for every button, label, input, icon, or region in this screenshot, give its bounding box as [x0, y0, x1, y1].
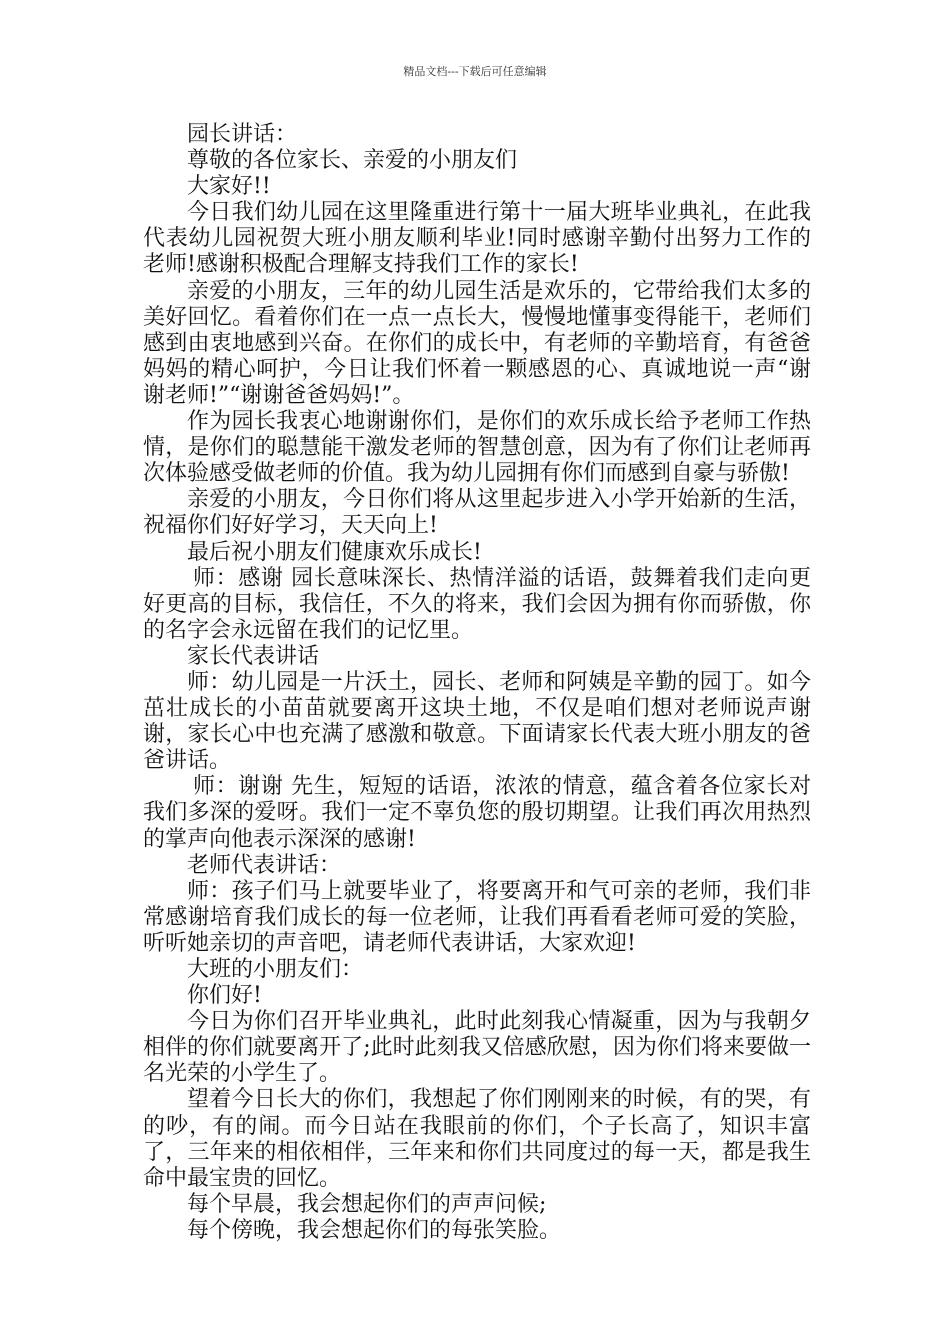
page-header: 精品文档---下载后可任意编辑 — [403, 65, 547, 78]
paragraph: 尊敬的各位家长、亲爱的小朋友们 — [187, 148, 518, 174]
paragraph: 师：谢谢 先生，短短的话语，浓浓的情意，蕴含着各位家长对我们多深的爱呀。我们一定不辜负您的殷切期望。让我们再次用热烈的掌声向他表示深深的感谢! — [143, 774, 811, 852]
paragraph: 你们好! — [187, 983, 262, 1009]
paragraph: 园长讲话： — [187, 122, 298, 147]
paragraph: 大班的小朋友们： — [187, 957, 364, 982]
paragraph: 每个傍晚，我会想起你们的每张笑脸。 — [187, 1217, 562, 1243]
paragraph: 今日我们幼儿园在这里隆重进行第十一届大班毕业典礼，在此我代表幼儿园祝贺大班小朋友顺利毕业!同时感谢辛勤付出努力工作的老师!感谢积极配合理解支持我们工作的家长! — [143, 200, 811, 278]
paragraph: 亲爱的小朋友，今日你们将从这里起步进入小学开始新的生活，祝福你们好好学习，天天向上! — [143, 487, 811, 539]
document-body — [143, 122, 811, 1244]
paragraph: 作为园长我衷心地谢谢你们，是你们的欢乐成长给予老师工作热情，是你们的聪慧能干激发老师的智慧创意，因为有了你们让老师再次体验感受做老师的价值。我为幼儿园拥有你们而感到自豪与骄傲! — [143, 409, 811, 487]
paragraph: 师：幼儿园是一片沃土，园长、老师和阿姨是辛勤的园丁。如今茁壮成长的小苗苗就要离开这块土地，不仅是咱们想对老师说声谢谢，家长心中也充满了感激和敬意。下面请家长代表大班小朋友的爸爸讲话。 — [143, 669, 811, 774]
paragraph: 大家好!! — [187, 174, 271, 200]
paragraph: 家长代表讲话 — [187, 643, 320, 669]
paragraph: 最后祝小朋友们健康欢乐成长! — [187, 539, 482, 565]
paragraph: 老师代表讲话： — [187, 852, 342, 878]
paragraph: 亲爱的小朋友，三年的幼儿园生活是欢乐的，它带给我们太多的美好回忆。看着你们在一点一点长大，慢慢地懂事变得能干，老师们感到由衷地感到兴奋。在你们的成长中，有老师的辛勤培育，有爸爸妈妈的精心呵护，今日让我们怀着一颗感恩的心、真诚地说一声“谢谢老师!”“谢谢爸爸妈妈!”。 — [143, 278, 811, 408]
paragraph: 今日为你们召开毕业典礼，此时此刻我心情凝重，因为与我朝夕相伴的你们就要离开了;此时此刻我又倍感欣慰，因为你们将来要做一名光荣的小学生了。 — [143, 1009, 811, 1087]
paragraph: 望着今日长大的你们，我想起了你们刚刚来的时候，有的哭，有的吵，有的闹。而今日站在我眼前的你们，个子长高了，知识丰富了，三年来的相依相伴，三年来和你们共同度过的每一天，都是我生命中最宝贵的回忆。 — [143, 1087, 811, 1191]
paragraph: 师：感谢 园长意味深长、热情洋溢的话语，鼓舞着我们走向更好更高的目标，我信任，不久的将来，我们会因为拥有你而骄傲，你的名字会永远留在我们的记忆里。 — [143, 565, 811, 643]
paragraph: 每个早晨，我会想起你们的声声问候; — [187, 1191, 547, 1217]
paragraph: 师：孩子们马上就要毕业了，将要离开和气可亲的老师，我们非常感谢培育我们成长的每一位老师，让我们再看看老师可爱的笑脸，听听她亲切的声音吧，请老师代表讲话，大家欢迎! — [143, 878, 811, 956]
